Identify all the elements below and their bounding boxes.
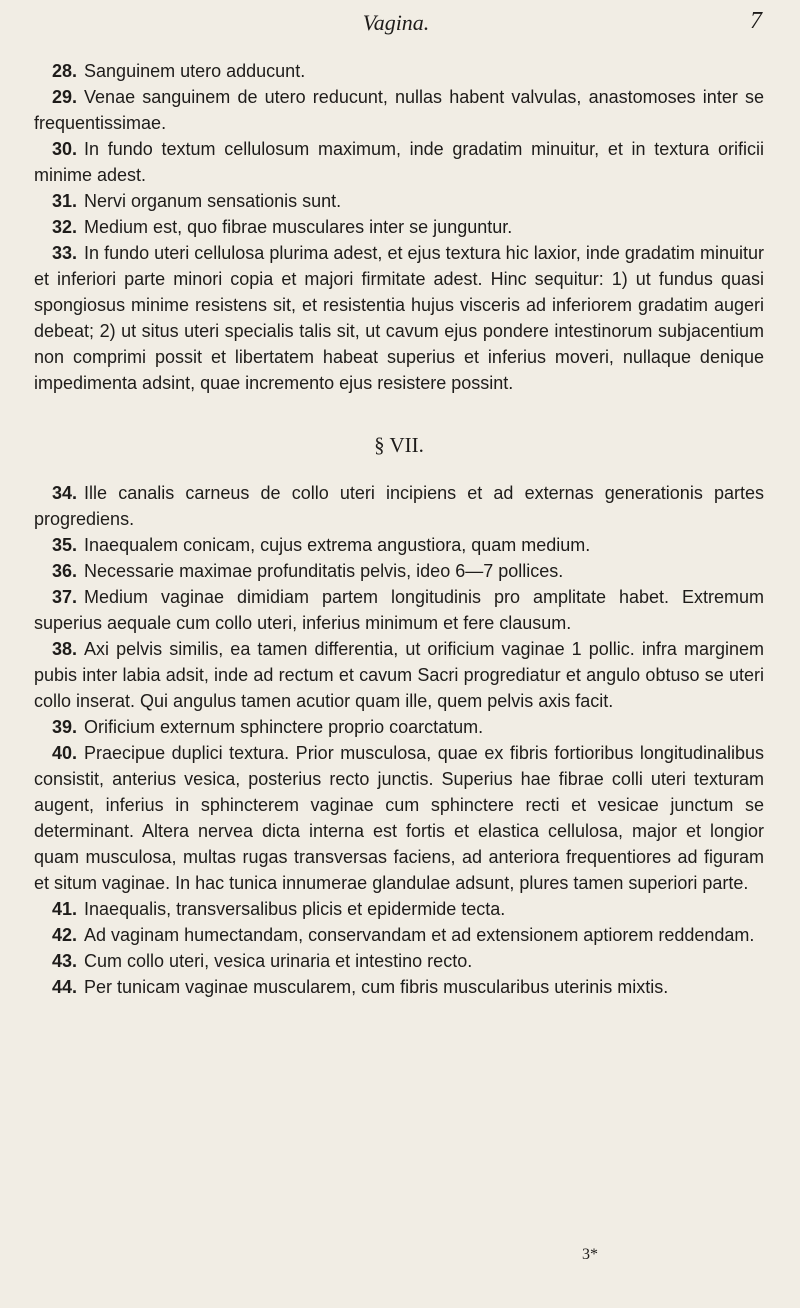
- paragraph-text: Ad vaginam humectandam, conservandam et ad extensionem aptiorem reddendam.: [84, 925, 755, 945]
- paragraph-text: In fundo uteri cellulosa plurima adest, et ejus textura hic laxior, inde gradatim minuitur et inferiori parte minori copia et majori firmitate adest. Hinc sequitur: 1) ut fundus quasi spongiosus minime resistens sit, et resistentia hujus visceris ad inferiorem gradatim augeri debeat; 2) ut situs uteri specialis talis sit, ut cavum ejus pondere intestinorum subjacentium non comprimi possit et libertatem habeat superius et inferius moveri, nullaque denique impedimenta adsint, quae incremento ejus resistere possint.: [34, 243, 764, 393]
- paragraph-group-a: [34, 58, 764, 396]
- section-heading: § VII.: [374, 433, 424, 457]
- paragraph-text: Venae sanguinem de utero reducunt, nullas habent valvulas, anastomoses inter se frequentissimae.: [34, 87, 764, 133]
- paragraph-number: 38.: [52, 639, 78, 659]
- paragraph: [34, 558, 764, 584]
- paragraph-text: In fundo textum cellulosum maximum, inde gradatim minuitur, et in textura orificii minime adest.: [34, 139, 764, 185]
- paragraph-text: Necessarie maximae profunditatis pelvis, ideo 6—7 pollices.: [84, 561, 564, 581]
- paragraph-text: Ille canalis carneus de collo uteri incipiens et ad externas generationis partes progrediens.: [34, 483, 764, 529]
- running-title: Vagina.: [362, 10, 430, 35]
- paragraph-text: Sanguinem utero adducunt.: [84, 61, 306, 81]
- paragraph-number: 34.: [52, 483, 78, 503]
- paragraph: [34, 922, 764, 948]
- paragraph: [34, 58, 764, 84]
- paragraph-number: 35.: [52, 535, 78, 555]
- paragraph-text: Inaequalis, transversalibus plicis et epidermide tecta.: [84, 899, 506, 919]
- paragraph-number: 33.: [52, 243, 78, 263]
- paragraph-text: Per tunicam vaginae muscularem, cum fibris muscularibus uterinis mixtis.: [84, 977, 669, 997]
- paragraph-number: 28.: [52, 61, 78, 81]
- paragraph: [34, 480, 764, 532]
- paragraph: [34, 948, 764, 974]
- paragraph-text: Orificium externum sphinctere proprio coarctatum.: [84, 717, 484, 737]
- paragraph: [34, 136, 764, 188]
- paragraph-text: Medium est, quo fibrae musculares inter se junguntur.: [84, 217, 513, 237]
- paragraph: [34, 896, 764, 922]
- paragraph: [34, 636, 764, 714]
- paragraph-text: Medium vaginae dimidiam partem longitudinis pro amplitate habet. Extremum superius aequale cum collo uteri, inferius minimum et fere clausum.: [34, 587, 764, 633]
- paragraph-number: 43.: [52, 951, 78, 971]
- paragraph: [34, 532, 764, 558]
- paragraph: [34, 240, 764, 396]
- signature-mark: 3*: [582, 1246, 598, 1263]
- paragraph: [34, 188, 764, 214]
- paragraph-group-b: [34, 480, 764, 1000]
- paragraph-text: Cum collo uteri, vesica urinaria et intestino recto.: [84, 951, 473, 971]
- paragraph: [34, 714, 764, 740]
- paragraph: [34, 214, 764, 240]
- paragraph-number: 31.: [52, 191, 78, 211]
- paragraph-text: Nervi organum sensationis sunt.: [84, 191, 342, 211]
- paragraph-number: 29.: [52, 87, 78, 107]
- paragraph: [34, 974, 764, 1000]
- paragraph-number: 42.: [52, 925, 78, 945]
- paragraph-text: Praecipue duplici textura. Prior musculosa, quae ex fibris fortioribus longitudinalibus consistit, anterius vesica, posterius recto junctis. Superius hae fibrae colli uteri texturam augent, inferius in sphincterem vaginae cum sphinctere recti et vesicae junctum se determinant. Altera nervea dicta interna est fortis et elastica cellulosa, major et longior quam musculosa, multas rugas transversas faciens, ad anteriora frequentiores ad figuram et situm vaginae. In hac tunica innumerae glandulae adsunt, plures tamen superiori parte.: [34, 743, 764, 893]
- paragraph-number: 32.: [52, 217, 78, 237]
- paragraph: [34, 84, 764, 136]
- running-head: [30, 8, 762, 44]
- paragraph-number: 41.: [52, 899, 78, 919]
- body-text: [34, 58, 764, 1000]
- paragraph-number: 39.: [52, 717, 78, 737]
- paragraph: [34, 584, 764, 636]
- paragraph: [34, 740, 764, 896]
- paragraph-text: Inaequalem conicam, cujus extrema angustiora, quam medium.: [84, 535, 591, 555]
- paragraph-number: 36.: [52, 561, 78, 581]
- page-number: 7: [750, 8, 762, 34]
- paragraph-number: 40.: [52, 743, 78, 763]
- paragraph-number: 30.: [52, 139, 78, 159]
- paragraph-text: Axi pelvis similis, ea tamen differentia, ut orificium vaginae 1 pollic. infra marginem pubis inter labia adsit, inde ad rectum et cavum Sacri progrediatur et angulo obtuso se uteri collo inserat. Qui angulus tamen acutior quam ille, quem pelvis axis facit.: [34, 639, 764, 711]
- paragraph-number: 37.: [52, 587, 78, 607]
- paragraph-number: 44.: [52, 977, 78, 997]
